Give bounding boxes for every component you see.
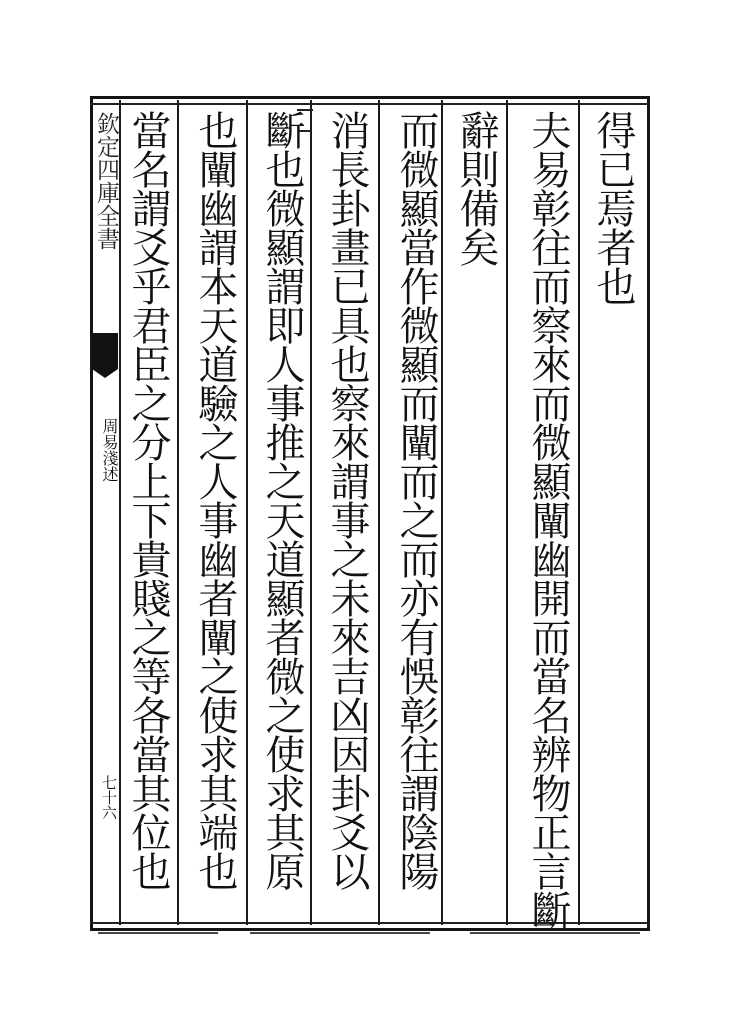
bottom-edge-mark bbox=[250, 932, 430, 934]
chapter-title: 周易淺述 bbox=[100, 418, 119, 482]
text-column-2: 夫易彰往而察來而微顯闡幽開而當名辨物正言斷 bbox=[525, 110, 571, 929]
fish-tail-mark bbox=[92, 365, 118, 379]
text-column-7: 也闡幽謂本天道驗之人事幽者闡之使求其端也 bbox=[192, 110, 238, 890]
text-column-5: 消長卦畫已具也察來謂事之未來吉凶因卦爻以 bbox=[324, 110, 370, 890]
text-column-6: 斷也微顯謂即人事推之天道顯者微之使求其原 bbox=[259, 110, 305, 890]
column-divider bbox=[578, 100, 580, 925]
text-column-4: 而微顯當作微顯而闡而之而亦有悞彰往謂陰陽 bbox=[393, 110, 439, 890]
column-divider bbox=[441, 100, 443, 925]
column-divider bbox=[378, 100, 380, 925]
fish-tail-block bbox=[92, 333, 118, 365]
bottom-edge-mark bbox=[470, 932, 640, 934]
column-divider bbox=[246, 100, 248, 925]
text-column-3: 辭則備矣 bbox=[453, 110, 499, 266]
text-column-8: 當名謂爻乎君臣之分上下貴賤之等各當其位也 bbox=[125, 110, 171, 890]
column-divider bbox=[177, 100, 179, 925]
margin-column-divider bbox=[119, 100, 121, 925]
text-column-1: 得已焉者也 bbox=[590, 110, 636, 305]
top-rule bbox=[90, 103, 650, 105]
bottom-edge-mark bbox=[98, 932, 218, 934]
book-title: 欽定四庫全書 bbox=[93, 112, 119, 250]
column-divider bbox=[506, 100, 508, 925]
column-divider bbox=[310, 100, 312, 925]
page-number: 七十六 bbox=[100, 775, 118, 820]
